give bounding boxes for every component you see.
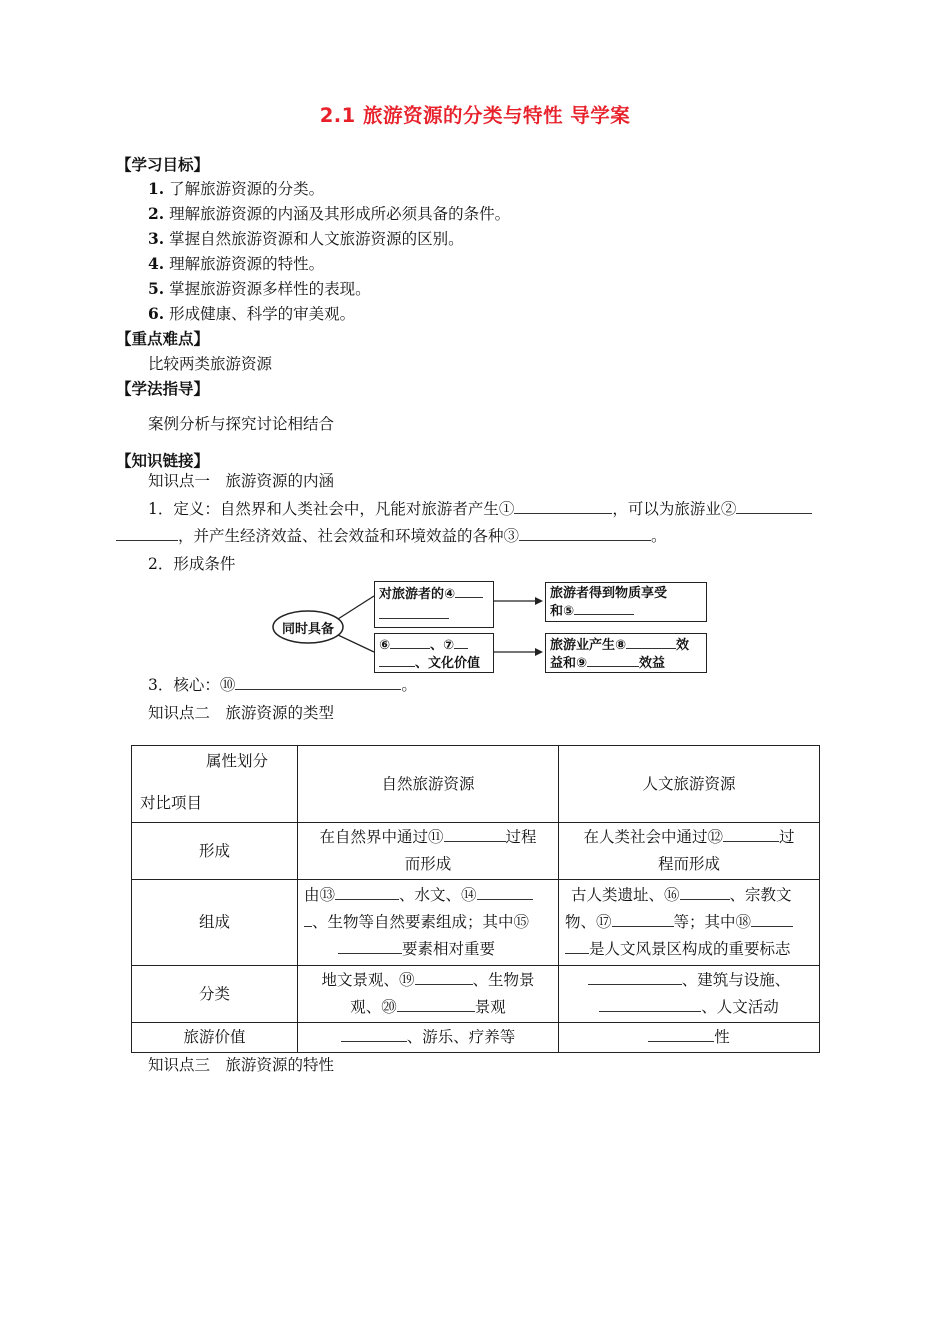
objectives-heading: 【学习目标】	[116, 156, 210, 174]
blank-6[interactable]	[390, 636, 430, 649]
method-text: 案例分析与探究讨论相结合	[148, 415, 335, 433]
diagram-box-values	[374, 633, 494, 673]
definition-part: ，可以为旅游业②	[612, 500, 737, 518]
diagram-text: 对旅游者的④	[379, 587, 456, 602]
core-label: 3．核心：⑩	[148, 676, 236, 694]
cell-text: 要素相对重要	[402, 940, 496, 958]
col-human-header: 人文旅游资源	[559, 746, 820, 823]
diagram-text: 、文化价值	[415, 656, 481, 671]
blank-14-cont[interactable]	[304, 911, 312, 927]
table-cell	[559, 966, 820, 1023]
branch-line-bottom	[338, 635, 374, 652]
branch-line-top	[338, 596, 374, 619]
blank-10[interactable]	[235, 674, 401, 690]
cell-text: 、水文、⑭	[399, 886, 477, 904]
objective-num: 2.	[148, 204, 165, 223]
cell-text: 、建筑与设施、	[681, 971, 791, 989]
method-heading: 【学法指导】	[116, 380, 210, 398]
cell-text: 由⑬	[304, 886, 336, 904]
blank-21[interactable]	[588, 969, 682, 985]
diagram-box-enjoyment	[545, 582, 707, 622]
col-natural-header: 自然旅游资源	[298, 746, 559, 823]
page-title: 2.1 旅游资源的分类与特性 导学案	[319, 104, 631, 127]
blank-11[interactable]	[444, 826, 506, 842]
objective-num: 1.	[148, 179, 165, 198]
diagram-text: 旅游者得到物质享受	[550, 586, 668, 601]
table-cell	[298, 1023, 559, 1053]
blank-8[interactable]	[626, 636, 676, 649]
table-cell	[298, 966, 559, 1023]
objective-text: 掌握旅游资源多样性的表现。	[169, 280, 371, 298]
definition-part: 1．定义：自然界和人类社会中，凡能对旅游者产生①	[148, 500, 515, 518]
cell-text: 物、⑰	[565, 913, 612, 931]
table-corner-cell	[132, 746, 298, 823]
definition-end: 。	[651, 527, 667, 545]
blank-7-cont[interactable]	[379, 654, 415, 667]
table-cell	[559, 1023, 820, 1053]
point3-title: 知识点三 旅游资源的特性	[148, 1056, 335, 1074]
arrow-top-head	[535, 597, 543, 605]
blank-5[interactable]	[574, 602, 634, 615]
blank-19[interactable]	[415, 969, 473, 985]
objective-num: 6.	[148, 304, 165, 323]
diagram-text: 和⑤	[550, 604, 575, 619]
cell-text: 而形成	[404, 855, 452, 873]
diagram-text: 旅游业产生⑧	[550, 638, 627, 653]
row-label: 组成	[132, 880, 298, 966]
blank-14[interactable]	[477, 884, 533, 900]
cell-text: 观、⑳	[350, 998, 397, 1016]
comparison-table	[131, 745, 820, 1053]
core-end: 。	[401, 676, 417, 694]
diagram-text: ⑥	[379, 638, 391, 653]
blank-4-cont[interactable]	[379, 605, 449, 619]
cell-text: 古人类遗址、⑯	[571, 886, 680, 904]
blank-24[interactable]	[648, 1026, 714, 1042]
blank-16[interactable]	[680, 884, 730, 900]
diagram-text: 益和⑨	[550, 656, 588, 671]
header-attr: 属性划分	[206, 752, 269, 770]
cell-text: 性	[714, 1028, 730, 1046]
blank-18-cont[interactable]	[565, 938, 589, 954]
diagram-center-label: 同时具备	[281, 622, 334, 637]
row-label: 形成	[132, 823, 298, 880]
cell-text: 过程	[505, 828, 537, 846]
blank-18[interactable]	[751, 911, 793, 927]
table-row	[132, 823, 820, 880]
diagram-box-benefits	[545, 633, 707, 673]
objective-text: 理解旅游资源的特性。	[169, 255, 325, 273]
cell-text: 是人文风景区构成的重要标志	[589, 940, 791, 958]
table-row	[132, 966, 820, 1023]
blank-13[interactable]	[335, 884, 399, 900]
diagram-text: 效益	[639, 656, 666, 671]
table-header-row	[132, 746, 820, 823]
knowledge-heading: 【知识链接】	[116, 452, 210, 470]
blank-4[interactable]	[455, 584, 483, 598]
diagram-box-attraction	[374, 581, 494, 628]
cell-text: 、生物等自然要素组成；其中⑮	[312, 913, 530, 931]
blank-12[interactable]	[723, 826, 779, 842]
header-item: 对比项目	[140, 794, 203, 812]
objective-text: 理解旅游资源的内涵及其形成所必须具备的条件。	[169, 205, 511, 223]
keypoints-text: 比较两类旅游资源	[148, 355, 273, 373]
table-cell	[298, 823, 559, 880]
blank-22[interactable]	[599, 996, 701, 1012]
diagram-text: 效	[676, 638, 690, 653]
objective-text: 掌握自然旅游资源和人文旅游资源的区别。	[169, 230, 464, 248]
definition-part: ，并产生经济效益、社会效益和环境效益的各种③	[178, 527, 520, 545]
cell-text: 、游乐、疗养等	[406, 1028, 516, 1046]
cell-text: 、宗教文	[729, 886, 792, 904]
cell-text: 程而形成	[657, 855, 720, 873]
diagram-text: 、⑦	[430, 638, 455, 653]
table-cell	[559, 823, 820, 880]
cell-text: 地文景观、⑲	[321, 971, 415, 989]
arrow-bottom-head	[535, 648, 543, 656]
cell-text: 在自然界中通过⑪	[319, 828, 444, 846]
cell-text: 、人文活动	[701, 998, 779, 1016]
cell-text: 景观	[474, 998, 506, 1016]
table-cell	[559, 880, 820, 966]
condition-label: 2．形成条件	[148, 555, 236, 573]
cell-text: 在人类社会中通过⑫	[583, 828, 723, 846]
blank-15[interactable]	[338, 938, 402, 954]
row-label: 旅游价值	[132, 1023, 298, 1053]
row-label: 分类	[132, 966, 298, 1023]
objective-num: 3.	[148, 229, 165, 248]
blank-9[interactable]	[587, 654, 639, 667]
keypoints-heading: 【重点难点】	[116, 330, 210, 348]
point1-title: 知识点一 旅游资源的内涵	[148, 472, 335, 490]
blank-23[interactable]	[341, 1026, 407, 1042]
cell-text: 、生物景	[472, 971, 535, 989]
objective-num: 5.	[148, 279, 165, 298]
objective-num: 4.	[148, 254, 165, 273]
blank-17[interactable]	[612, 911, 674, 927]
table-row	[132, 880, 820, 966]
blank-7[interactable]	[454, 636, 468, 649]
objective-text: 了解旅游资源的分类。	[169, 180, 325, 198]
blank-20[interactable]	[397, 996, 475, 1012]
table-cell	[298, 880, 559, 966]
objective-text: 形成健康、科学的审美观。	[169, 305, 356, 323]
table-row	[132, 1023, 820, 1053]
point2-title: 知识点二 旅游资源的类型	[148, 704, 335, 722]
cell-text: 过	[779, 828, 795, 846]
cell-text: 等；其中⑱	[673, 913, 752, 931]
core-line	[148, 673, 417, 695]
